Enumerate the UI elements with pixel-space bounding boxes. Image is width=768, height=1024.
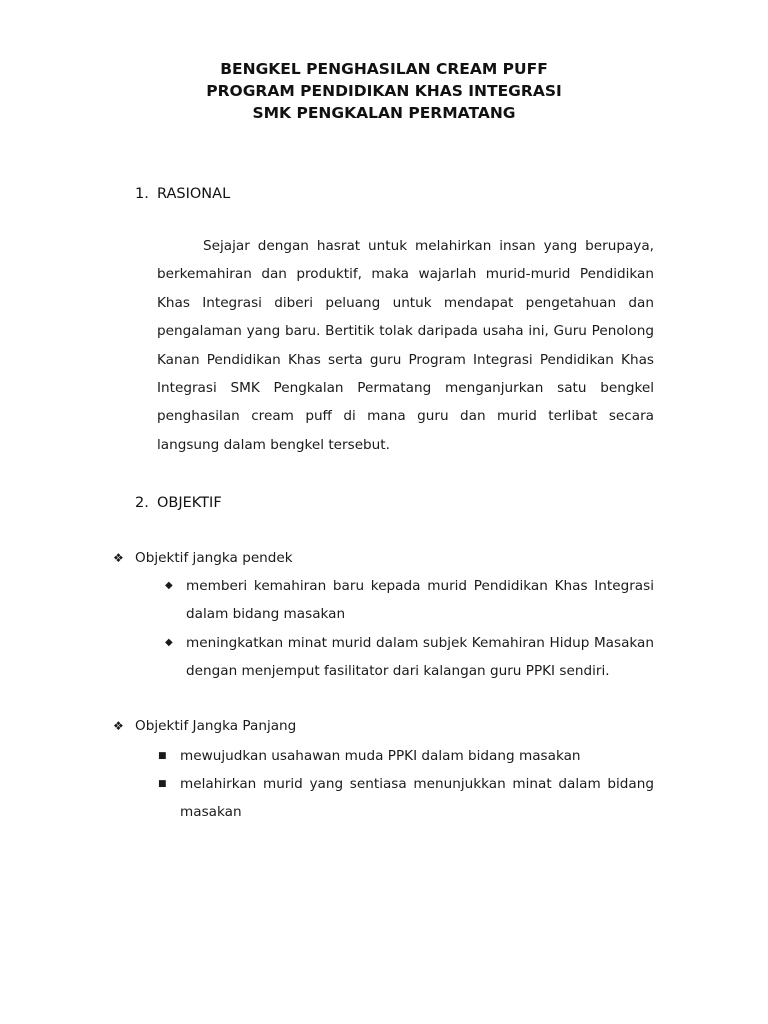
list-item xyxy=(165,572,654,629)
diamond-icon: ◆ xyxy=(165,580,173,591)
title-line-2: PROGRAM PENDIDIKAN KHAS INTEGRASI xyxy=(206,82,562,100)
section-rasional-heading xyxy=(135,184,230,204)
short-term-objectives-label xyxy=(113,548,293,568)
list-item xyxy=(165,629,654,686)
section-number: 2. xyxy=(135,495,149,511)
square-bullet-icon: ■ xyxy=(158,779,167,789)
sub-label-text: Objektif jangka pendek xyxy=(135,550,293,566)
rasional-paragraph: Sejajar dengan hasrat untuk melahirkan insan yang berupaya, berkemahiran dan produktif, maka wajarlah murid-murid Pendidikan Khas Integrasi diberi peluang untuk mendapat pengetahuan dan pengalaman yang baru. Bertitik tolak daripada usaha ini, Guru Penolong Kanan Pendidikan Khas serta guru Program Integrasi Pendidikan Khas Integrasi SMK Pengkalan Permatang menganjurkan satu bengkel penghasilan cream puff di mana guru dan murid terlibat secara langsung dalam bengkel tersebut. xyxy=(157,238,654,453)
list-item-text: meningkatkan minat murid dalam subjek Kemahiran Hidup Masakan dengan menjemput fasilitator dari kalangan guru PPKI sendiri. xyxy=(186,635,654,680)
section-number: 1. xyxy=(135,186,149,202)
section-objektif-heading xyxy=(135,493,222,513)
list-item xyxy=(158,742,654,770)
document-title xyxy=(0,58,768,124)
long-term-objectives-label xyxy=(113,716,296,736)
section-heading-text: RASIONAL xyxy=(157,186,231,202)
list-item-text: mewujudkan usahawan muda PPKI dalam bidang masakan xyxy=(180,748,581,764)
diamond-bullet-icon: ❖ xyxy=(113,719,124,733)
diamond-bullet-icon: ❖ xyxy=(113,551,124,565)
list-item xyxy=(158,770,654,827)
sub-label-text: Objektif Jangka Panjang xyxy=(135,718,297,734)
square-bullet-icon: ■ xyxy=(158,751,167,761)
title-line-3: SMK PENGKALAN PERMATANG xyxy=(252,104,516,122)
title-line-1: BENGKEL PENGHASILAN CREAM PUFF xyxy=(220,60,548,78)
list-item-text: memberi kemahiran baru kepada murid Pendidikan Khas Integrasi dalam bidang masakan xyxy=(186,578,654,623)
diamond-icon: ◆ xyxy=(165,637,173,648)
list-item-text: melahirkan murid yang sentiasa menunjukkan minat dalam bidang masakan xyxy=(180,776,654,821)
section-heading-text: OBJEKTIF xyxy=(157,495,222,511)
